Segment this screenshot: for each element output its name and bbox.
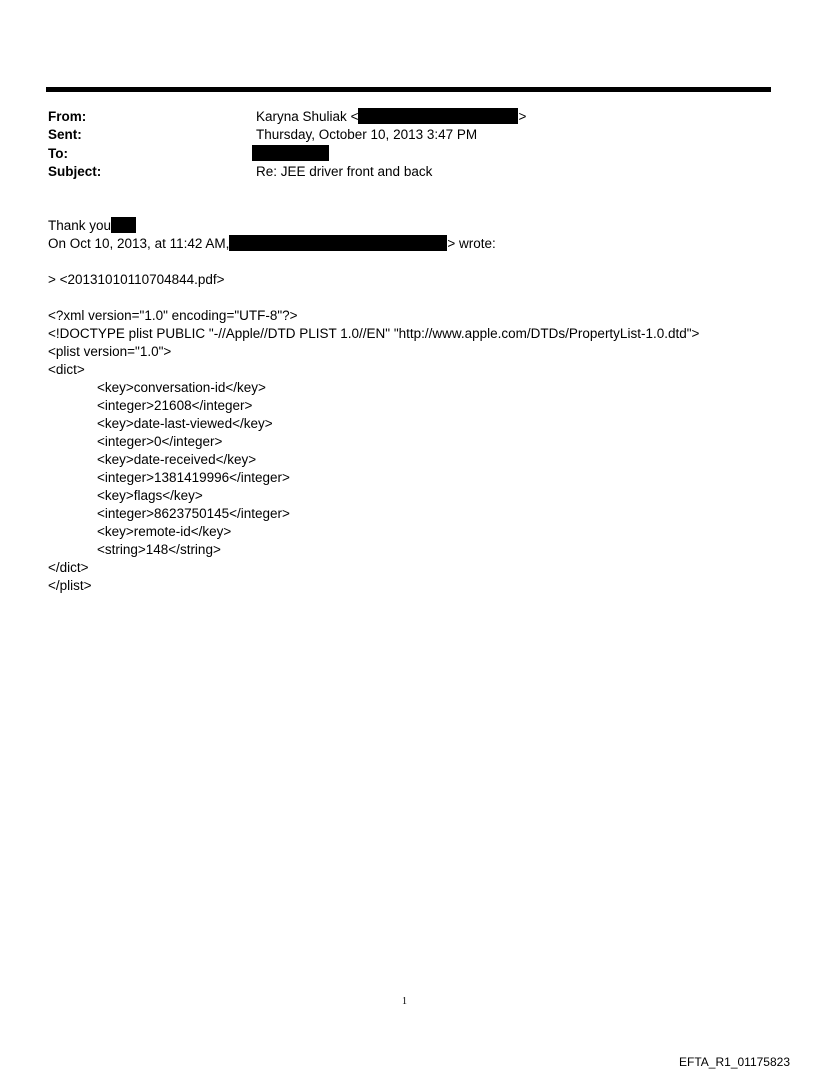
quoted-header-line <box>48 235 496 253</box>
quoted-date-text: On Oct 10, 2013, at 11:42 AM, <box>48 236 230 251</box>
bates-number: EFTA_R1_01175823 <box>679 1055 790 1069</box>
redaction-bar <box>229 235 447 251</box>
dict-entry-line: <string>148</string> <box>97 542 221 557</box>
page-number: 1 <box>402 996 407 1007</box>
subject-label: Subject: <box>48 164 102 179</box>
from-open-bracket: < <box>350 109 359 124</box>
dict-entry-line: <integer>1381419996</integer> <box>97 470 290 485</box>
xml-declaration-line: <?xml version="1.0" encoding="UTF-8"?> <box>48 308 298 323</box>
attachment-line: > <20131010110704844.pdf> <box>48 272 225 287</box>
dict-close-line: </dict> <box>48 560 89 575</box>
thank-you-line <box>48 217 136 235</box>
dict-entry-line: <integer>21608</integer> <box>97 398 253 413</box>
header-rule <box>46 87 771 92</box>
dict-entry-line: <integer>0</integer> <box>97 434 223 449</box>
thank-you-text: Thank you <box>48 218 112 233</box>
doctype-line: <!DOCTYPE plist PUBLIC "-//Apple//DTD PLIST 1.0//EN" "http://www.apple.com/DTDs/PropertyList-1.0.dtd"> <box>48 326 700 341</box>
from-value <box>256 108 526 126</box>
from-name: Karyna Shuliak <box>256 109 347 124</box>
from-label: From: <box>48 109 87 124</box>
plist-open-line: <plist version="1.0"> <box>48 344 172 359</box>
sent-label: Sent: <box>48 127 82 142</box>
dict-entry-line: <key>remote-id</key> <box>97 524 232 539</box>
from-close-bracket: > <box>518 109 527 124</box>
dict-entry-line: <key>flags</key> <box>97 488 203 503</box>
dict-entry-line: <key>date-received</key> <box>97 452 257 467</box>
dict-entry-line: <key>conversation-id</key> <box>97 380 266 395</box>
to-label: To: <box>48 146 68 161</box>
subject-value: Re: JEE driver front and back <box>256 164 433 179</box>
redaction-bar <box>358 108 518 124</box>
dict-entry-line: <key>date-last-viewed</key> <box>97 416 273 431</box>
dict-entry-line: <integer>8623750145</integer> <box>97 506 290 521</box>
quoted-wrote-text: > wrote: <box>447 236 496 251</box>
sent-value: Thursday, October 10, 2013 3:47 PM <box>256 127 478 142</box>
to-redaction-bar <box>252 145 329 161</box>
dict-open-line: <dict> <box>48 362 85 377</box>
plist-close-line: </plist> <box>48 578 92 593</box>
redaction-bar <box>111 217 136 233</box>
